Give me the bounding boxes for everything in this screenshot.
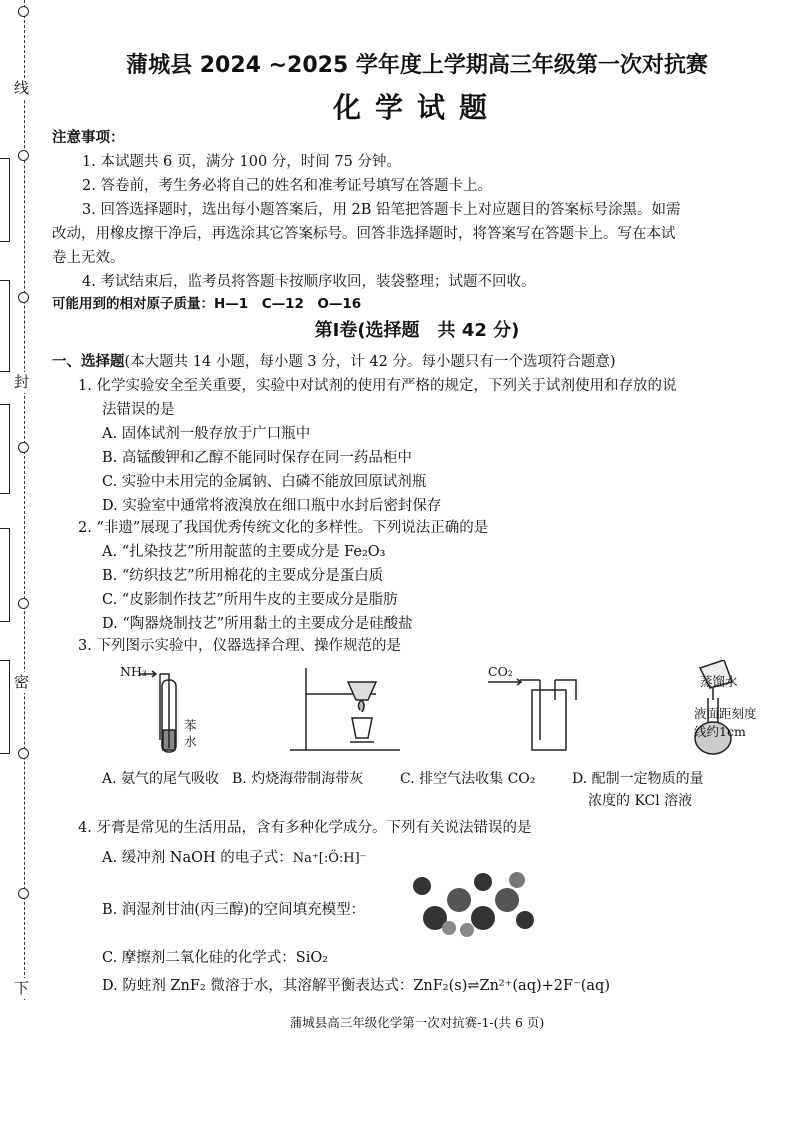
q1-option-b: B. 高锰酸钾和乙醇不能同时保存在同一药品柜中 bbox=[102, 450, 412, 466]
note-item: 改动，用橡皮擦干净后，再选涂其它答案标号。回答非选择题时，将答案写在答题卡上。写在本试 bbox=[52, 226, 676, 242]
page-footer: 蒲城县高三年级化学第一次对抗赛-1-(共 6 页) bbox=[289, 1015, 545, 1030]
label-mark-line-1: 液面距刻度 bbox=[694, 706, 757, 721]
binding-char: 线 bbox=[14, 79, 30, 97]
binding-char: 封 bbox=[14, 373, 30, 391]
q3-caption-b: B. 灼烧海带制海带灰 bbox=[232, 771, 364, 787]
q1-stem: 1. 化学实验安全至关重要，实验中对试剂的使用有严格的规定，下列关于试剂使用和存放的说 bbox=[78, 378, 677, 394]
section-title: 第Ⅰ卷(选择题 共 42 分) bbox=[314, 320, 520, 341]
q4-option-b: B. 润湿剂甘油(丙三醇)的空间填充模型： bbox=[102, 902, 366, 918]
q2-option-a: A. “扎染技艺”所用靛蓝的主要成分是 Fe₂O₃ bbox=[102, 544, 386, 560]
binding-field-box bbox=[0, 158, 10, 242]
binding-hole-icon bbox=[18, 6, 29, 17]
label-nh3: NH₃ bbox=[120, 664, 147, 679]
q1-option-d: D. 实验室中通常将液溴放在细口瓶中水封后密封保存 bbox=[102, 498, 442, 514]
section-intro-bold: 一、选择题 bbox=[52, 354, 125, 370]
note-item: 2. 答卷前，考生务必将自己的姓名和准考证号填写在答题卡上。 bbox=[82, 178, 492, 194]
note-item: 卷上无效。 bbox=[52, 250, 125, 266]
binding-hole-icon bbox=[18, 748, 29, 759]
subject-title: 化学试题 bbox=[332, 91, 501, 124]
q1-option-a: A. 固体试剂一般存放于广口瓶中 bbox=[102, 426, 311, 442]
binding-char: 下 bbox=[14, 979, 30, 997]
binding-field-box bbox=[0, 660, 10, 754]
naoh-electron-formula: Na⁺[:Ö:H]⁻ bbox=[292, 851, 367, 866]
q3-apparatus-figure bbox=[100, 660, 794, 760]
q3-caption-d-cont: 浓度的 KCl 溶液 bbox=[588, 793, 693, 809]
exam-title: 蒲城县 2024 ~2025 学年度上学期高三年级第一次对抗赛 bbox=[126, 53, 708, 78]
atomic-masses: 可能用到的相对原子质量：H—1 C—12 O—16 bbox=[52, 296, 362, 312]
q3-caption-a: A. 氨气的尾气吸收 bbox=[102, 771, 220, 787]
apparatus-drawing bbox=[100, 660, 794, 760]
note-item: 1. 本试题共 6 页，满分 100 分，时间 75 分钟。 bbox=[82, 154, 401, 170]
q2-stem: 2. “非遗”展现了我国优秀传统文化的多样性。下列说法正确的是 bbox=[78, 520, 489, 536]
binding-char: 密 bbox=[14, 673, 30, 691]
binding-hole-icon bbox=[18, 150, 29, 161]
notes-heading: 注意事项： bbox=[52, 130, 125, 146]
label-water: 水 bbox=[184, 734, 197, 749]
q4-stem: 4. 牙膏是常见的生活用品，含有多种化学成分。下列有关说法错误的是 bbox=[78, 820, 532, 836]
binding-hole-icon bbox=[18, 888, 29, 899]
q3-caption-d: D. 配制一定物质的量 bbox=[572, 771, 704, 787]
binding-hole-icon bbox=[18, 598, 29, 609]
q2-option-b: B. “纺织技艺”所用棉花的主要成分是蛋白质 bbox=[102, 568, 384, 584]
label-mark-line-2: 线约1cm bbox=[694, 724, 746, 739]
q3-caption-c: C. 排空气法收集 CO₂ bbox=[400, 771, 536, 787]
q3-stem: 3. 下列图示实验中，仪器选择合理、操作规范的是 bbox=[78, 638, 401, 654]
note-item: 4. 考试结束后，监考员将答题卡按顺序收回，装袋整理；试题不回收。 bbox=[82, 274, 536, 290]
q1-stem-cont: 法错误的是 bbox=[102, 402, 175, 418]
q4-option-d: D. 防蛀剂 ZnF₂ 微溶于水，其溶解平衡表达式：ZnF₂(s)⇌Zn²⁺(aq)+2F⁻(aq) bbox=[102, 978, 610, 994]
binding-hole-icon bbox=[18, 442, 29, 453]
q2-option-d: D. “陶器烧制技艺”所用黏土的主要成分是硅酸盐 bbox=[102, 616, 413, 632]
label-benzene: 苯 bbox=[184, 718, 197, 733]
label-co2: CO₂ bbox=[488, 664, 513, 679]
binding-field-box bbox=[0, 404, 10, 494]
binding-field-box bbox=[0, 528, 10, 622]
apparatus-a bbox=[140, 671, 176, 752]
binding-hole-icon bbox=[18, 292, 29, 303]
apparatus-c bbox=[488, 679, 576, 750]
glycerol-space-filling-model bbox=[407, 868, 537, 940]
binding-field-box bbox=[0, 280, 10, 372]
section-intro: (本大题共 14 小题，每小题 3 分，计 42 分。每小题只有一个选项符合题意) bbox=[124, 354, 616, 370]
label-distilled-water: 蒸馏水 bbox=[700, 674, 738, 689]
q4-option-a: A. 缓冲剂 NaOH 的电子式： bbox=[102, 850, 293, 866]
binding-margin bbox=[0, 0, 42, 1010]
note-item: 3. 回答选择题时，选出每小题答案后，用 2B 铅笔把答题卡上对应题目的答案标号涂黑。如需 bbox=[82, 202, 681, 218]
q2-option-c: C. “皮影制作技艺”所用牛皮的主要成分是脂肪 bbox=[102, 592, 398, 608]
q1-option-c: C. 实验中未用完的金属钠、白磷不能放回原试剂瓶 bbox=[102, 474, 427, 490]
apparatus-b bbox=[290, 668, 400, 750]
q4-option-c: C. 摩擦剂二氧化硅的化学式：SiO₂ bbox=[102, 950, 329, 966]
